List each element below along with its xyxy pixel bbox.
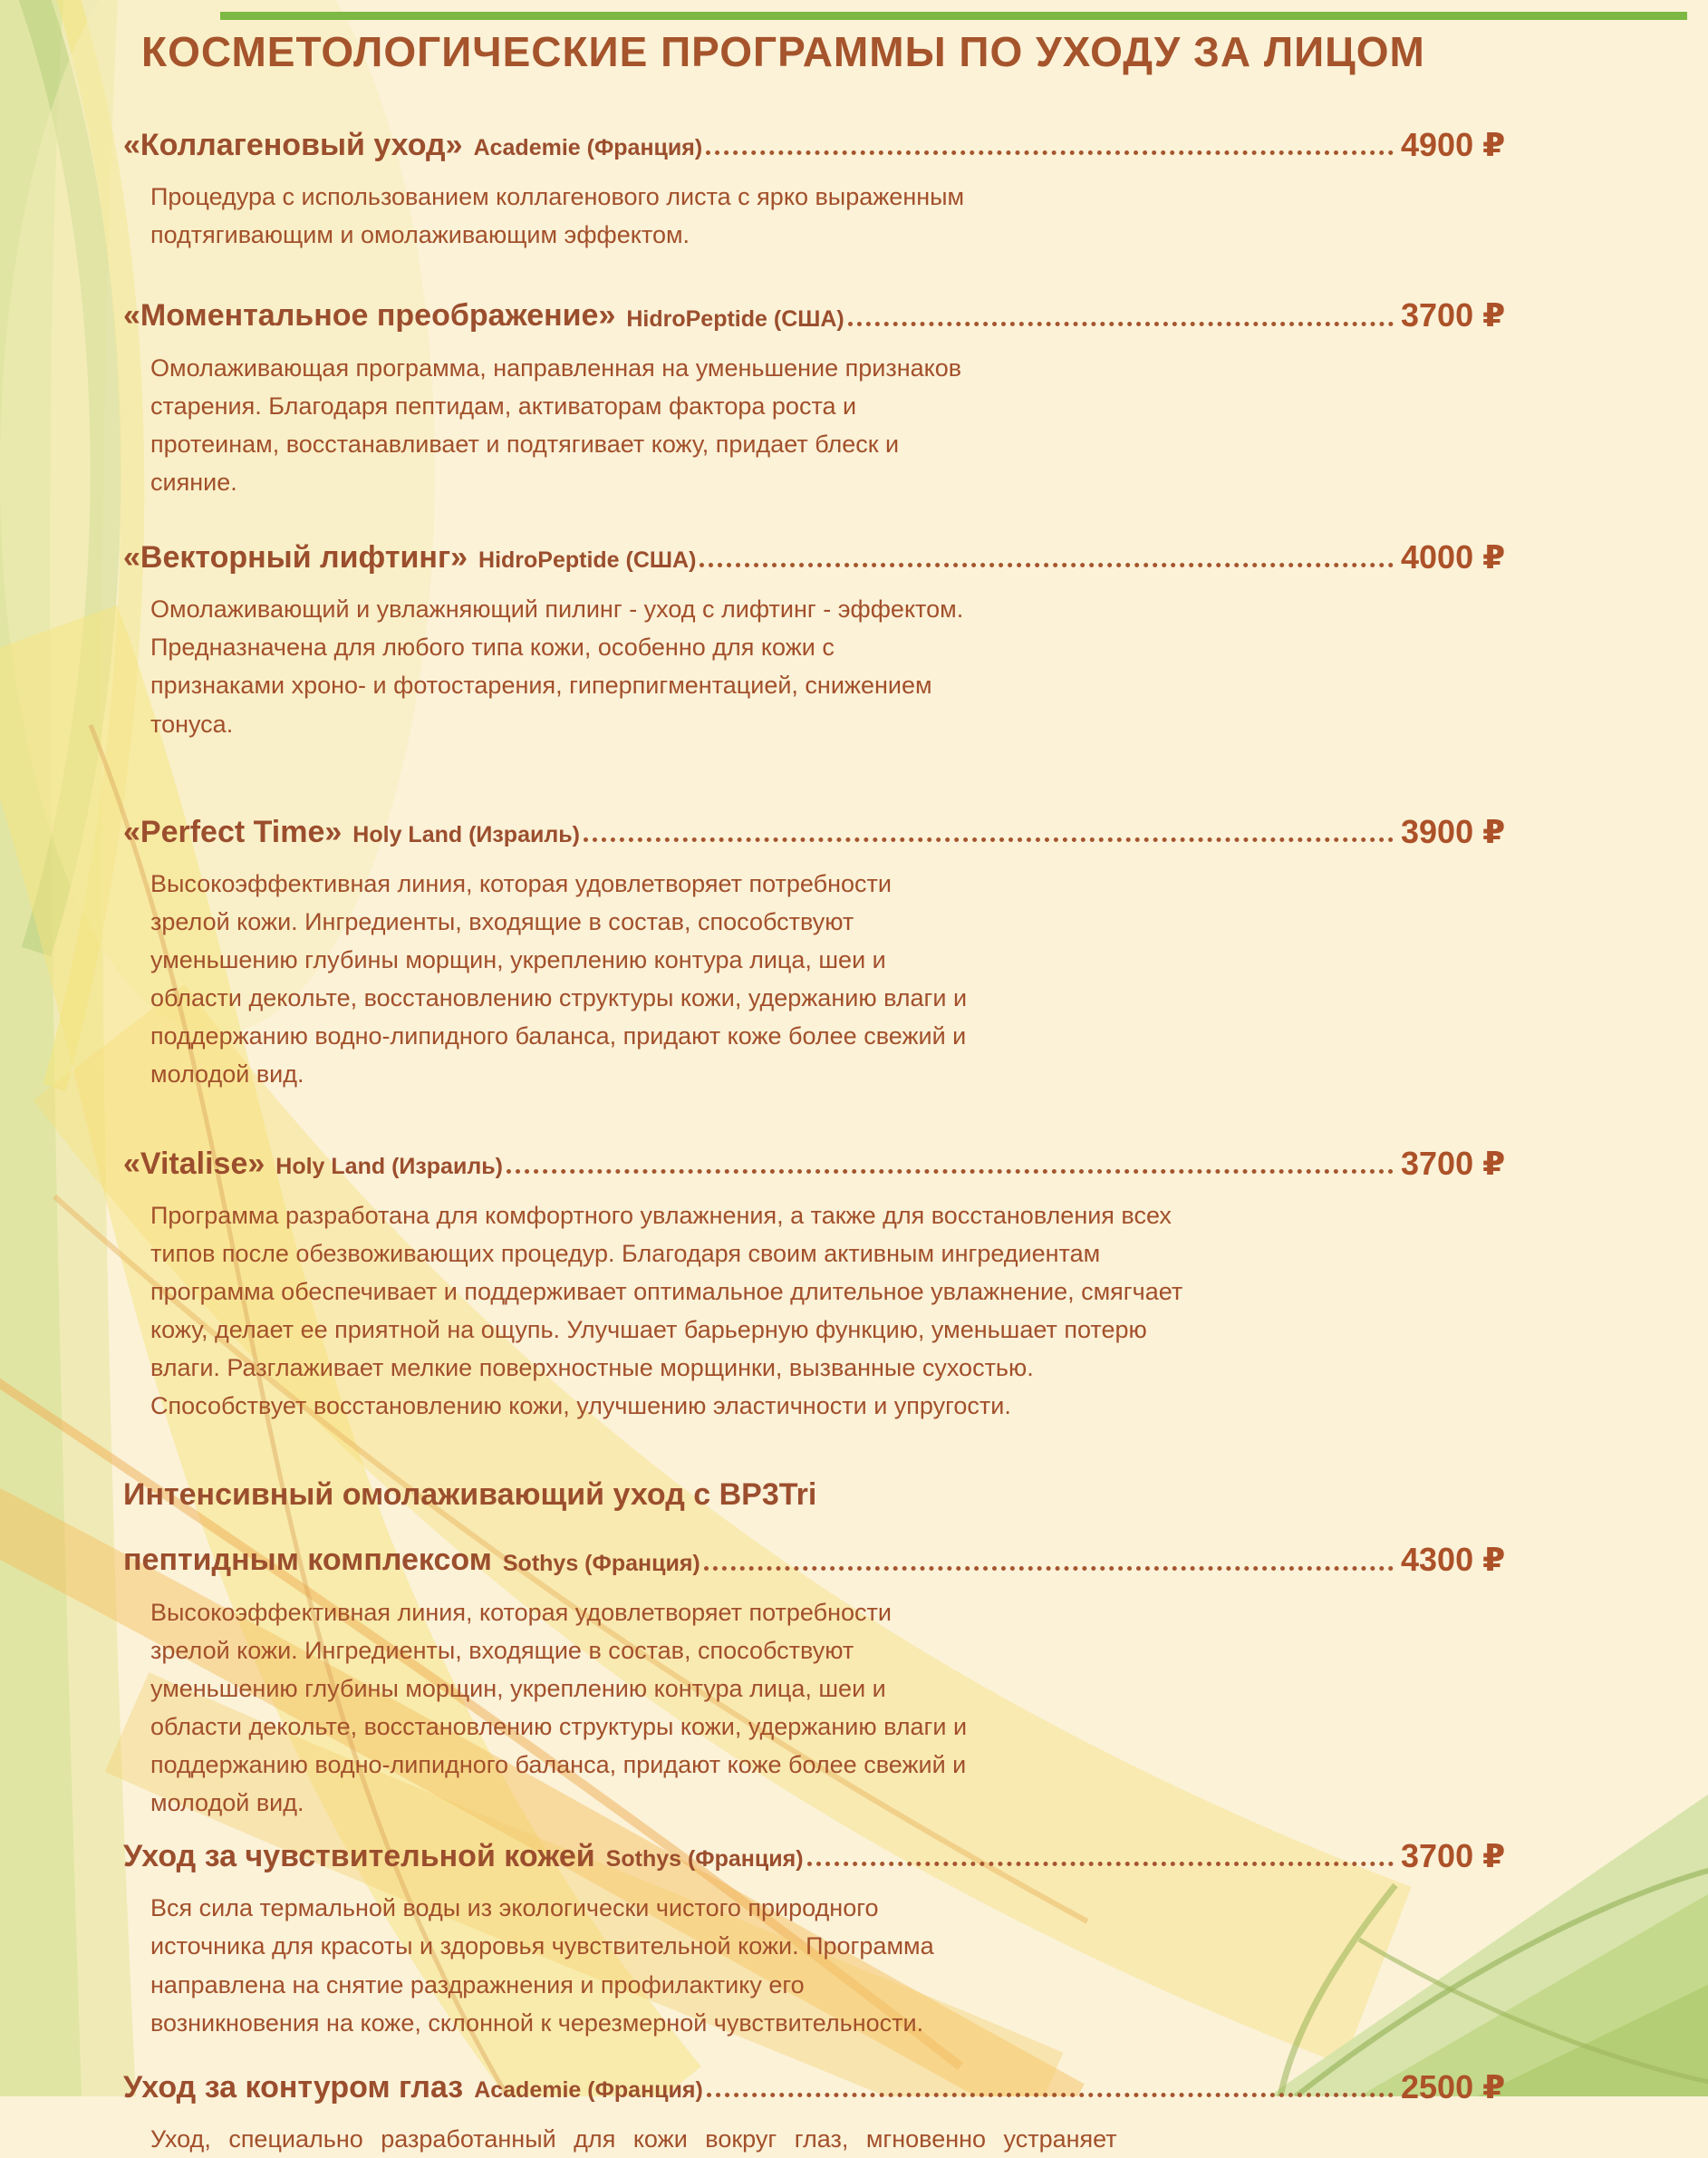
menu-item: [123, 2067, 1569, 2158]
menu-item: [123, 1477, 1569, 1822]
item-brand: HidroPeptide (США): [478, 547, 697, 574]
item-price: [1401, 1540, 1569, 1580]
item-name: Уход за контуром глаз: [123, 2069, 464, 2105]
item-name: «Векторный лифтинг»: [123, 540, 468, 576]
dotted-leader: [700, 563, 1394, 567]
item-heading-row: [123, 1144, 1569, 1184]
menu-item: [123, 812, 1569, 1094]
item-description: Процедура с использованием коллагенового листа с ярко выраженным подтягивающим и омолаживающим эффектом.: [150, 183, 965, 249]
menu-item: [123, 537, 1569, 743]
menu-item: [123, 295, 1569, 501]
item-description: Высокоэффективная линия, которая удовлетворяет потребности зрелой кожи. Ингредиенты, входящие в состав, способствуют уменьшению глубины морщин, укреплению контура лица, шеи и области декольте, восстановлению структуры кожи, удержанию влаги и поддержанию водно-липидного баланса, придают коже более свежий и молодой вид.: [150, 1598, 968, 1817]
item-description: Омолаживающая программа, направленная на уменьшение признаков старения. Благодаря пептидам, активаторам фактора роста и протеинам, восстанавливает и подтягивает кожу, придает блеск и сияние.: [150, 353, 962, 496]
item-description: Программа разработана для комфортного увлажнения, а также для восстановления всех типов после обезвоживающих процедур. Благодаря своим активным ингредиентам программа обеспечивает и поддерживает оптимальное длительное увлажнение, смягчает кожу, делает ее приятной на ощупь. Улучшает барьерную функцию, уменьшает потерю влаги. Разглаживает мелкие поверхностные морщинки, вызванные сухостью. Способствует восстановлению кожи, улучшению эластичности и упругости.: [150, 1201, 1183, 1420]
dotted-leader: [704, 1566, 1394, 1571]
page-title: КОСМЕТОЛОГИЧЕСКИЕ ПРОГРАММЫ ПО УХОДУ ЗА ЛИЦОМ: [141, 28, 1425, 75]
menu-item: [123, 1836, 1569, 2042]
item-name: «Vitalise»: [123, 1146, 265, 1181]
item-price-value: 3700: [1401, 1144, 1474, 1182]
ruble-sign: ₽: [1482, 127, 1506, 164]
item-brand: Academie (Франция): [474, 2077, 703, 2103]
item-brand: Holy Land (Израиль): [275, 1153, 503, 1179]
dotted-leader: [507, 1169, 1394, 1174]
item-brand: Sothys (Франция): [605, 1846, 804, 1873]
dotted-leader: [706, 150, 1394, 155]
program-list: [123, 111, 1569, 2158]
item-price: [1401, 1836, 1569, 1876]
item-name: пептидным комплексом: [123, 1543, 492, 1578]
ruble-sign: ₽: [1482, 813, 1506, 851]
item-brand: Sothys (Франция): [502, 1550, 700, 1576]
item-heading-row: [123, 125, 1569, 165]
item-price-value: 3700: [1401, 296, 1474, 334]
item-name: «Моментальное преображение»: [123, 298, 616, 334]
item-heading-row: [123, 1540, 1569, 1580]
ruble-sign: ₽: [1482, 1145, 1506, 1183]
item-brand: Holy Land (Израиль): [352, 821, 580, 847]
item-price: [1401, 812, 1569, 852]
menu-item: [123, 125, 1569, 254]
item-price-value: 4900: [1401, 126, 1474, 163]
dotted-leader: [807, 1862, 1394, 1866]
ruble-sign: ₽: [1482, 539, 1506, 577]
item-name: «Perfect Time»: [123, 814, 343, 849]
item-description: Высокоэффективная линия, которая удовлетворяет потребности зрелой кожи. Ингредиенты, входящие в состав, способствуют уменьшению глубины морщин, укреплению контура лица, шеи и области декольте, восстановлению структуры кожи, удержанию влаги и поддержанию водно-липидного баланса, придают коже более свежий и молодой вид.: [150, 869, 968, 1089]
ruble-sign: ₽: [1482, 2068, 1506, 2106]
item-heading-row: [123, 295, 1569, 335]
item-price-value: 3900: [1401, 812, 1474, 850]
item-price-value: 4000: [1401, 538, 1474, 576]
item-name: Уход за чувствительной кожей: [123, 1839, 595, 1874]
ruble-sign: ₽: [1482, 297, 1506, 335]
menu-item: [123, 1144, 1569, 1426]
item-name: «Коллагеновый уход»: [123, 128, 463, 162]
item-name-line1: Интенсивный омолаживающий уход с BP3Tri: [123, 1477, 817, 1513]
dotted-leader: [584, 837, 1394, 842]
item-description: Омолаживающий и увлажняющий пилинг - уход с лифтинг - эффектом. Предназначена для любого типа кожи, особенно для кожи с признаками хроно- и фотостарения, гиперпигментацией, снижением тонуса.: [150, 595, 964, 738]
dotted-leader: [848, 322, 1394, 326]
item-heading-row: [123, 812, 1569, 852]
ruble-sign: ₽: [1482, 1542, 1506, 1580]
item-price: [1401, 2067, 1569, 2107]
item-price: [1401, 537, 1569, 577]
item-description: Вся сила термальной воды из экологически чистого природного источника для красоты и здоровья чувствительной кожи. Программа направлена на снятие раздражнения и профилактику его возникновения на коже, склонной к черезмерной чувствительности.: [150, 1894, 934, 2037]
item-price-value: 3700: [1401, 1837, 1474, 1875]
item-price: [1401, 125, 1569, 165]
item-description: Уход, специально разработанный для кожи вокруг глаз, мгновенно устраняет: [150, 2125, 1117, 2153]
item-price: [1401, 295, 1569, 335]
item-heading-row: [123, 537, 1569, 577]
item-price-value: 2500: [1401, 2067, 1474, 2105]
item-price-value: 4300: [1401, 1541, 1474, 1579]
item-brand: HidroPeptide (США): [626, 305, 844, 332]
top-rule: [220, 12, 1687, 20]
dotted-leader: [707, 2093, 1394, 2097]
item-heading-row: [123, 1836, 1569, 1876]
item-price: [1401, 1144, 1569, 1184]
ruble-sign: ₽: [1482, 1838, 1506, 1876]
item-brand: Academie (Франция): [473, 135, 703, 161]
item-heading-row: [123, 2067, 1569, 2107]
